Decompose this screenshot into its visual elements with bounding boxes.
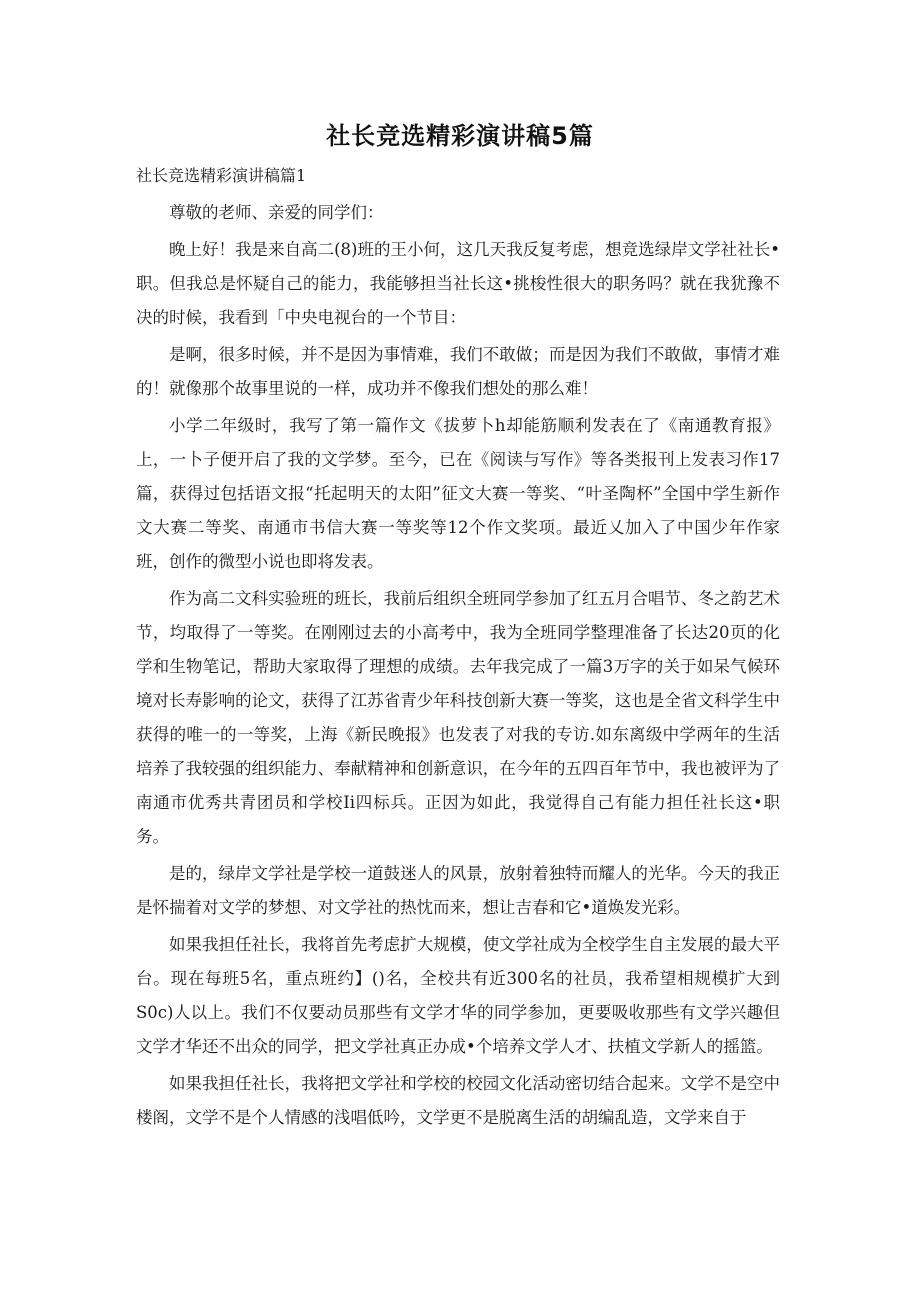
paragraph: 尊敬的老师、亲爱的同学们： xyxy=(169,203,384,222)
paragraph: 作为高二文科实验班的班长，我前后组织全班同学参加了红五月合唱节、冬之韵艺术节，均取得了一等奖。在刚刚过去的小高考中，我为全班同学整理准备了长达20页的化学和生物笔记，帮助大家取得了理想的成绩。去年我完成了一篇3万字的关于如呆气候环境对长寿影响的论文，获得了江苏省青少年科技创新大赛一等奖，这也是全省文科学生中获得的唯一的一等奖，上海《新民晚报》也发表了对我的专访.如东离级中学两年的生活培养了我较强的组织能力、奉献精神和创新意识，在今年的五四百年节中，我也被评为了南通市优秀共青团员和学校Ii四标兵。正因为如此，我觉得自己有能力担任社长这•职务。 xyxy=(136,589,780,846)
paragraph: 是啊，很多时候，并不是因为事情难，我们不敢做；而是因为我们不敢做，事情才难的！就像那个故事里说的一样，成功并不像我们想处的那么难！ xyxy=(136,345,780,398)
paragraph: 是的，绿岸文学社是学校一道鼓迷人的风景，放射着独特而耀人的光华。今天的我正是怀揣着对文学的梦想、对文学社的热忱而来，想让吉春和它•道焕发光彩。 xyxy=(136,864,780,917)
paragraph: 晚上好！我是来自高二(8)班的王小何，这几天我反复考虑，想竞选绿岸文学社社长•职。但我总是怀疑自己的能力，我能够担当社长这•挑梭性很大的职务吗？就在我犹豫不决的时候，我看到「中央电视台的一个节目： xyxy=(136,240,780,327)
paragraph: 如果我担任社长，我将首先考虑扩大规模，使文学社成为全校学生自主发展的最大平台。现在每班5名，重点班约】()名，全校共有近300名的社员，我希望相规模扩大到S0c)人以上。我们不仅要动员那些有文学才华的同学参加，更要吸收那些有文学兴趣但文学才华还不出众的同学，把文学社真正办成•个培养文学人才、扶植文学新人的摇篮。 xyxy=(136,935,780,1056)
section-heading: 社长竞选精彩演讲稿篇1 xyxy=(136,166,307,185)
document-title: 社长竞选精彩演讲稿5篇 xyxy=(326,122,594,150)
document-body xyxy=(136,196,780,1138)
paragraph: 如果我担任社长，我将把文学社和学校的校园文化活动密切结合起来。文学不是空中楼阁，文学不是个人情感的浅唱低吟，文学更不是脱离生活的胡编乱造，文学来自于 xyxy=(136,1074,780,1127)
paragraph: 小学二年级时，我写了第一篇作文《拔萝卜h却能筋顺利发表在了《南通教育报》上，一卜子便开启了我的文学梦。至今，已在《阅读与写作》等各类报刊上发表习作17篇，获得过包括语文报“托起明天的太阳”征文大赛一等奖、“叶圣陶杯”全国中学生新作文大赛二等奖、南通市书信大赛一等奖等12个作文奖项。最近乂加入了中国少年作家班，创作的微型小说也即将发表。 xyxy=(136,416,780,571)
